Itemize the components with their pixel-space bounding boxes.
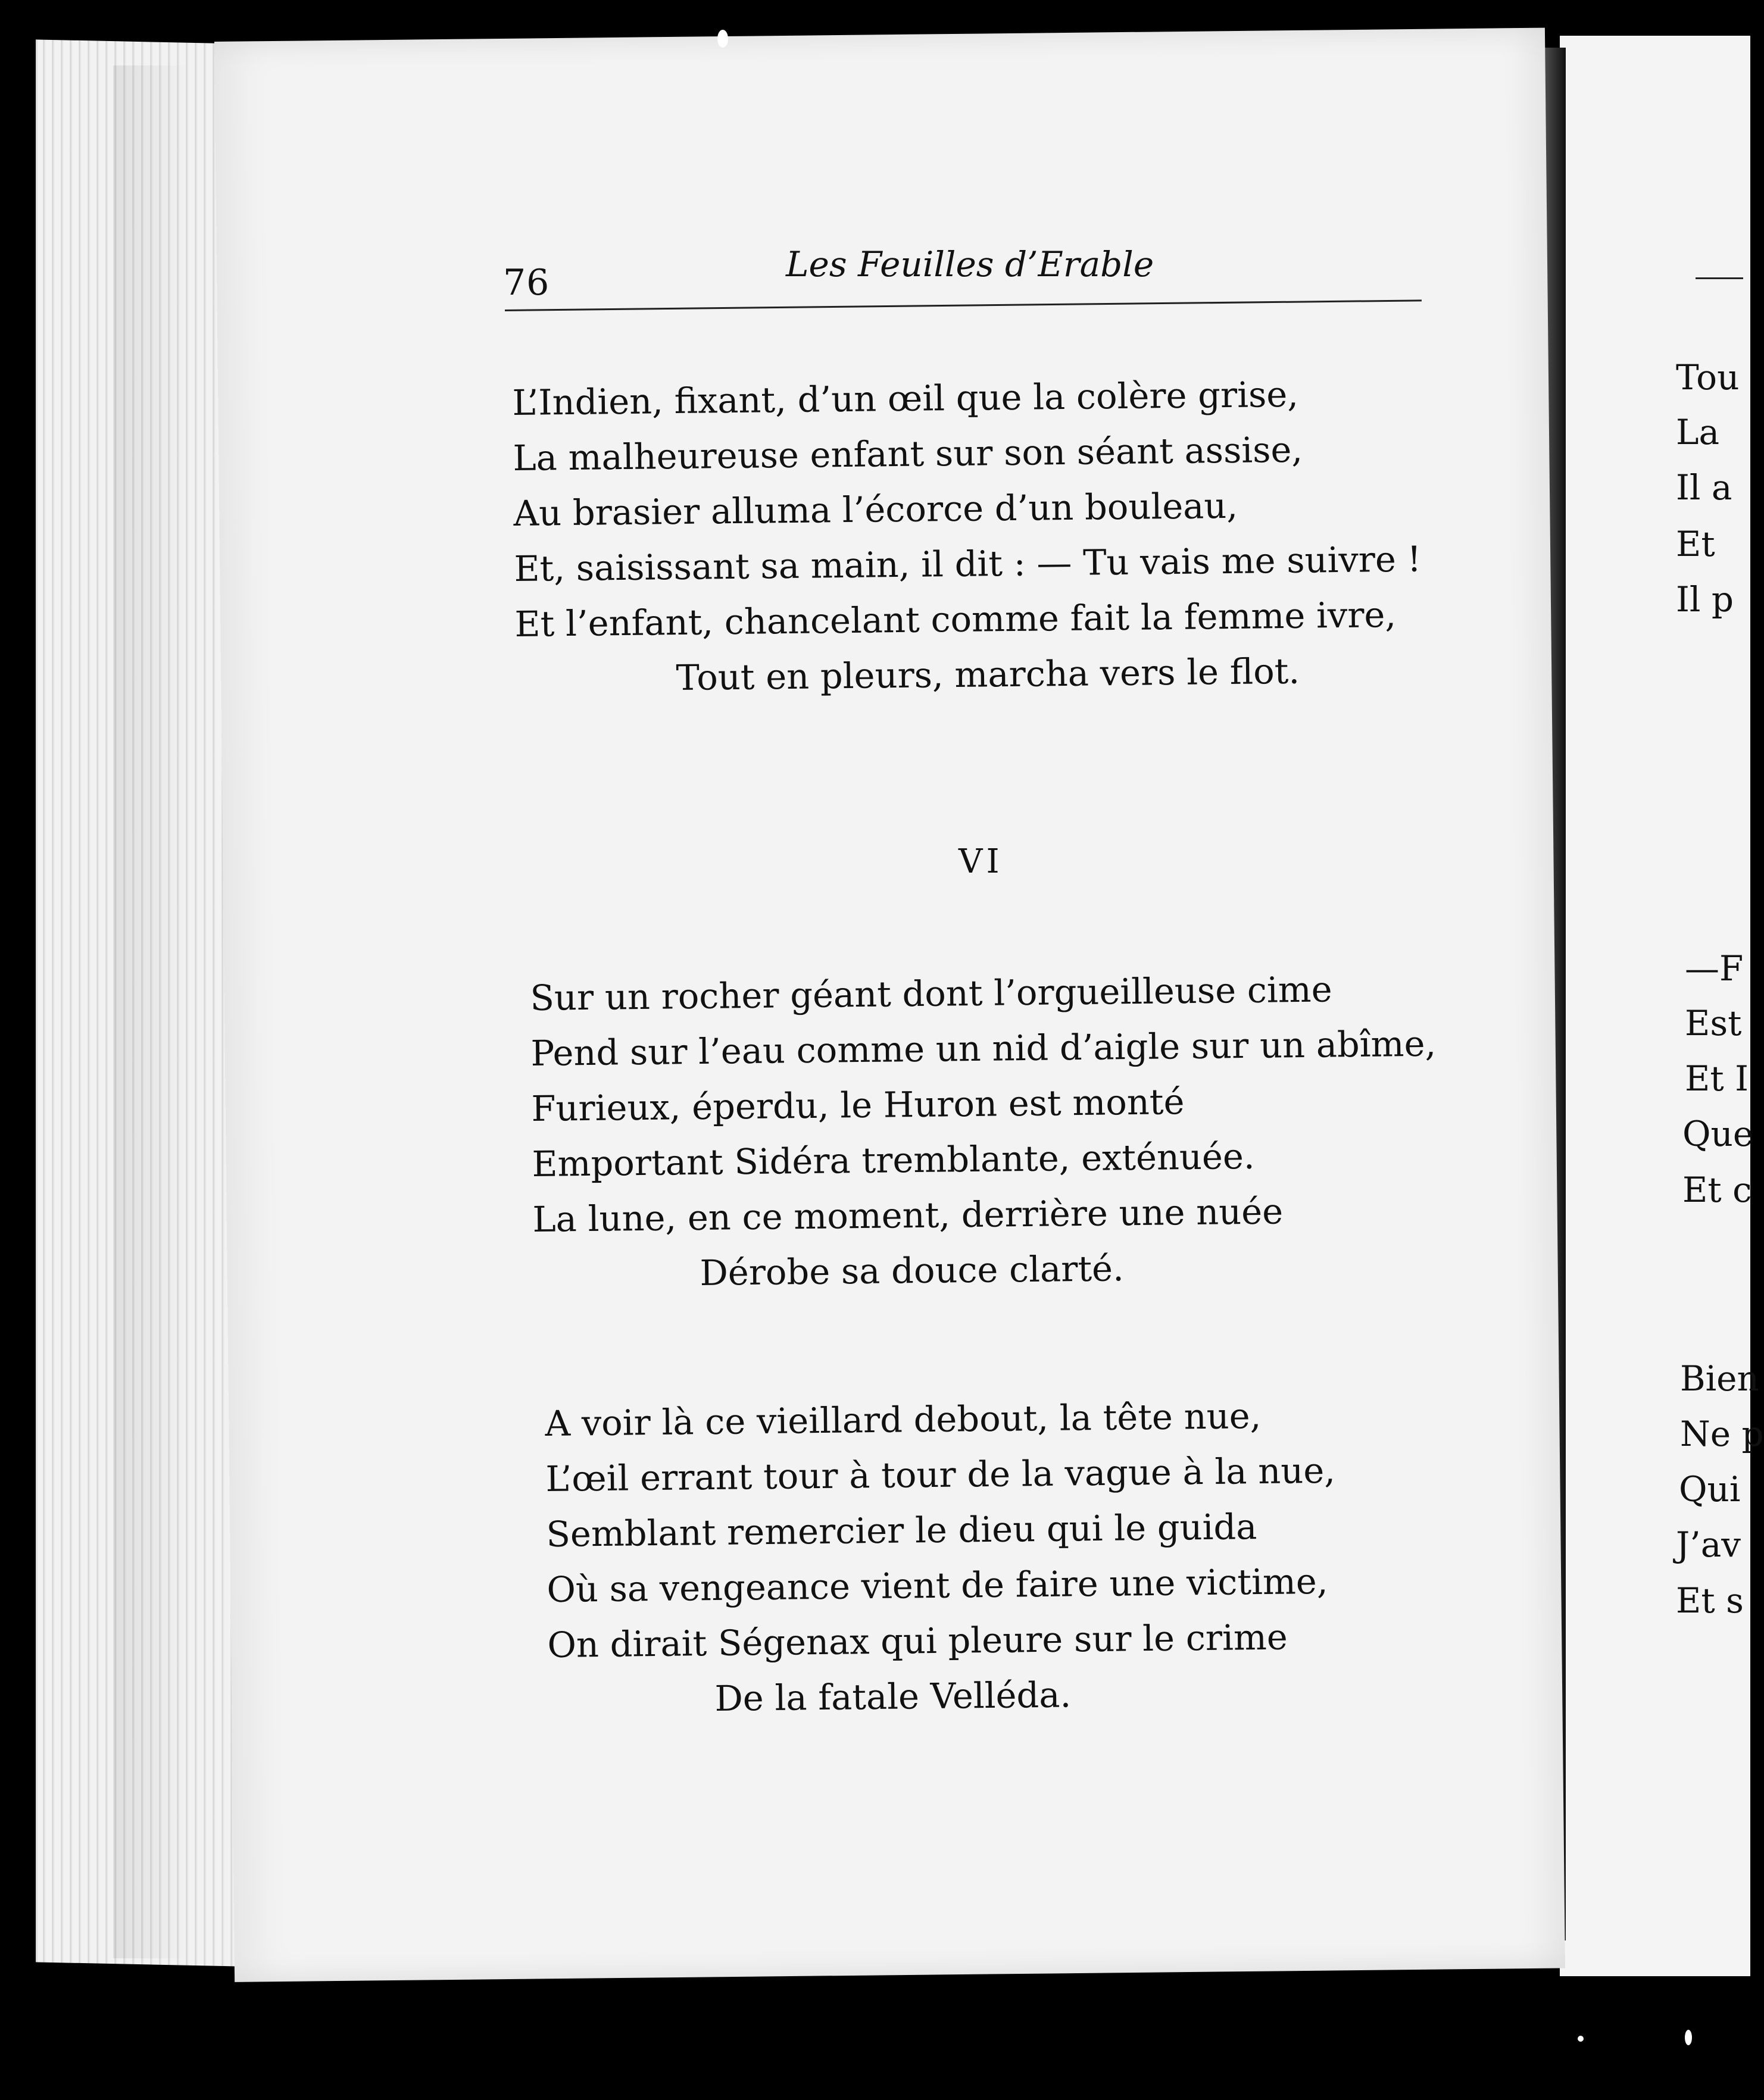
verse-line: Dérobe sa douce clarté. (700, 1248, 1125, 1293)
stanza-1 (512, 365, 1423, 707)
verse-line: De la fatale Velléda. (714, 1674, 1072, 1719)
stanza-2 (530, 961, 1439, 1302)
facing-page-fragment: Qui (1679, 1469, 1741, 1510)
verse-line: Où sa vengeance vient de faire une victime, (547, 1560, 1328, 1610)
facing-page-fragment: Bien (1680, 1358, 1759, 1399)
dust-speck (1578, 2036, 1584, 2042)
facing-page-fragment: Et I (1685, 1058, 1749, 1099)
facing-page-fragment: Que (1682, 1114, 1754, 1154)
section-numeral: VI (959, 842, 1003, 881)
verse-line: Furieux, éperdu, le Huron est monté (531, 1081, 1185, 1129)
dust-speck (717, 30, 728, 48)
verse-line: Et, saisissant sa main, il dit : — Tu vais me suivre ! (514, 538, 1422, 589)
verse-line: Sur un rocher géant dont l’orgueilleuse cime (530, 968, 1332, 1018)
facing-page-fragment: Tou (1676, 357, 1740, 398)
verse-line: La lune, en ce moment, derrière une nuée (532, 1190, 1284, 1240)
verse-line: Emportant Sidéra tremblante, exténuée. (532, 1135, 1255, 1185)
facing-page-fragment: —F (1685, 948, 1744, 989)
facing-page-fragment: Ne p (1680, 1414, 1764, 1454)
facing-page-fragment: Et c (1682, 1170, 1752, 1210)
facing-page-fragment: La (1676, 412, 1720, 452)
verse-line: Semblant remercier le dieu qui le guida (546, 1506, 1257, 1555)
facing-page-fragment: Et (1676, 524, 1715, 564)
verse-line: La malheureuse enfant sur son séant assise, (513, 429, 1303, 479)
verse-line: Tout en pleurs, marcha vers le flot. (676, 650, 1300, 699)
facing-page-rule (1696, 277, 1743, 279)
facing-page-fragment: Et s (1676, 1580, 1744, 1621)
verse-line: On dirait Ségenax qui pleure sur le crime (547, 1616, 1288, 1665)
verse-line: A voir là ce vieillard debout, la tête nue, (545, 1395, 1262, 1444)
verse-line: L’Indien, fixant, d’un œil que la colère grise, (512, 373, 1299, 423)
verse-line: Et l’enfant, chancelant comme fait la femme ivre, (514, 593, 1397, 645)
running-title: Les Feuilles d’Erable (786, 244, 1154, 285)
dust-speck (1685, 2030, 1692, 2045)
facing-page-fragment: Il p (1676, 579, 1734, 620)
verse-line: Pend sur l’eau comme un nid d’aigle sur un abîme, (530, 1023, 1437, 1074)
verse-line: L’œil errant tour à tour de la vague à la nue, (545, 1449, 1336, 1499)
page-number: 76 (503, 262, 550, 304)
facing-page-fragment: Est (1685, 1003, 1742, 1043)
facing-page-fragment: Il a (1676, 467, 1732, 508)
verse-line: Au brasier alluma l’écorce d’un bouleau, (513, 485, 1238, 534)
stanza-3 (545, 1388, 1338, 1728)
facing-page-fragment: J’av (1676, 1524, 1741, 1565)
